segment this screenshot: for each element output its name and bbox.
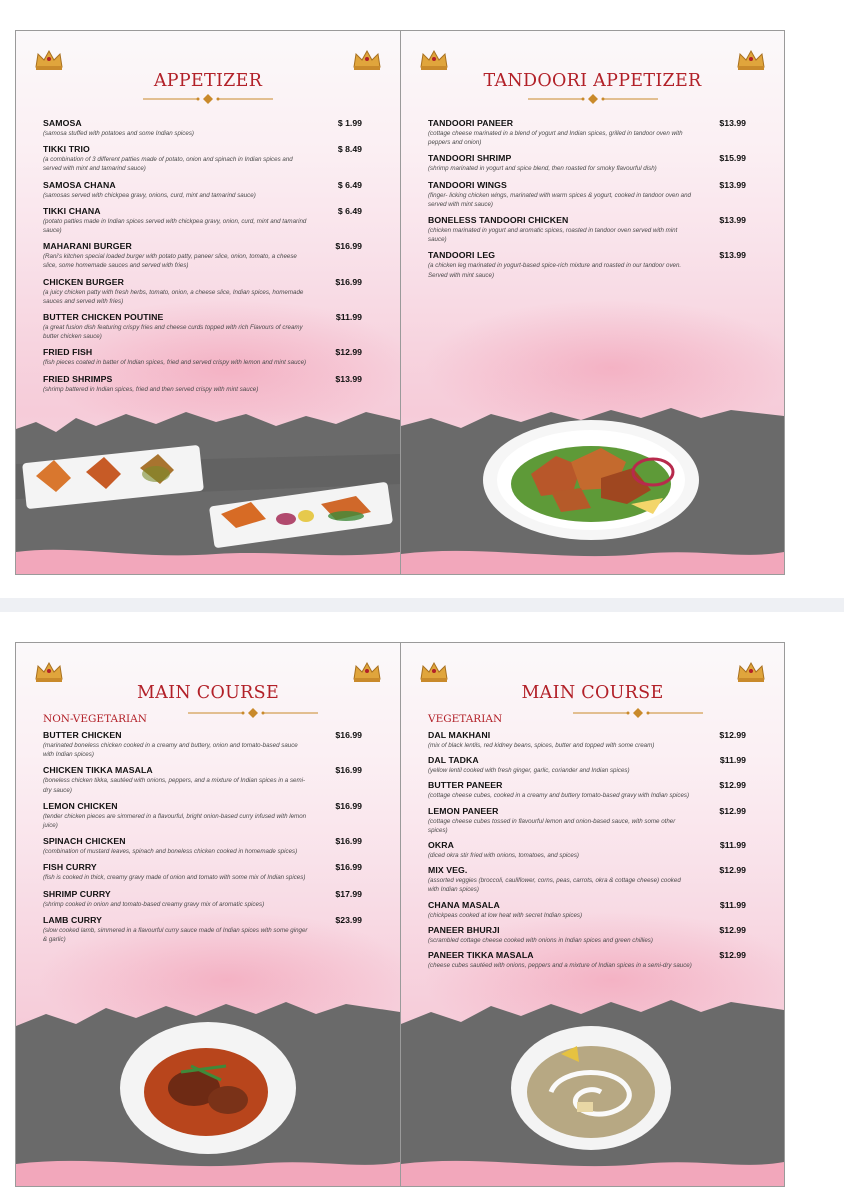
item-description: (a great fusion dish featuring crispy fries and cheese curds topped with rich Flavours of creamy butter chicken sauce) [43,324,303,341]
item-description: (a chicken leg marinated in yogurt-based spice-rich mixture and roasted in our tandoor oven. Served with mint sauce) [428,262,682,279]
crown-icon [419,661,449,683]
item-price: $12.99 [719,730,746,740]
item-description: (boneless chicken tikka, sautéed with onions, peppers, and a mixture of Indian spices in a semi-dry sauce) [43,777,306,794]
item-price: $16.99 [335,836,362,847]
item-name: TANDOORI SHRIMP [428,153,512,164]
item-price: $11.99 [719,840,746,851]
item-description: (potato patties made in Indian spices served with chickpea gravy, onion, curd, mint and tamarind sauce) [43,217,307,235]
item-description: (cheese cubes sautéed with onions, peppers and a mixture of Indian spices in a semi-dry sauce) [428,962,692,970]
tandoori-chicken-plate-image [401,404,784,574]
section-title: MAIN COURSE [136,683,280,703]
menu-item [43,888,374,909]
menu-item [43,143,374,173]
item-name: LEMON PANEER [428,805,499,816]
crown-icon [736,49,766,71]
item-description: (combination of mustard leaves, spinach and boneless chicken cooked in homemade spices) [43,848,298,856]
item-name: TANDOORI PANEER [428,118,514,128]
panel-main-course-vegetarian [400,642,785,1187]
menu-item [428,839,758,860]
item-price: $ 6.49 [337,205,362,216]
item-name: FRIED SHRIMPS [43,373,113,384]
item-price: $16.99 [335,862,362,873]
item-price: $ 1.99 [337,118,362,128]
menu-sheet-top [0,0,844,598]
menu-item [428,754,758,775]
item-price: $12.99 [719,950,746,961]
item-price: $13.99 [719,179,746,190]
item-price: $13.99 [719,250,746,261]
appetizer-platters-image [16,404,400,574]
menu-item [428,805,758,835]
item-description: (slow cooked lamb, simmered in a flavourful curry sauce made of Indian spices with some ginger & garlic) [43,926,308,944]
menu-list [43,117,374,399]
item-price: $13.99 [335,373,362,384]
item-description: (shrimp marinated in yogurt and spice blend, then roasted for smoky flavourful dish) [428,165,657,173]
menu-item [43,117,374,138]
item-name: SAMOSA [43,118,82,128]
item-price: $23.99 [335,914,362,925]
menu-item [43,373,374,394]
section-title: MAIN COURSE [521,683,664,703]
item-name: BONELESS TANDOORI CHICKEN [428,215,569,226]
item-description: (chicken marinated in yogurt and aromatic spices, roasted in tandoor oven served with mint sauce) [428,227,678,244]
menu-item [43,914,374,944]
item-price: $12.99 [719,805,746,816]
item-price: $13.99 [719,118,746,128]
item-description: (marinated boneless chicken cooked in a creamy and buttery, onion and tomato-based sauce with Indian spices) [43,742,298,759]
item-name: TANDOORI LEG [428,250,496,261]
item-name: LAMB CURRY [43,914,103,925]
item-price: $ 6.49 [337,179,362,190]
item-description: (mix of black lentils, red kidney beans, spices, butter and topped with some cream) [428,742,655,749]
item-description: (shrimp cooked in onion and tomato-based creamy gravy mix of aromatic spices) [43,900,265,908]
crown-icon [419,49,449,71]
menu-item [43,346,374,367]
menu-item [428,899,758,920]
menu-item [428,924,758,945]
item-name: TIKKI CHANA [43,205,101,216]
menu-item [428,249,758,279]
item-description: (a combination of 3 different patties made of potato, onion and spinach in Indian spices and served with mint and tamarind sauce) [43,156,293,173]
item-name: PANEER TIKKA MASALA [428,950,534,961]
food-photo [401,996,784,1186]
item-name: CHANA MASALA [428,899,500,910]
crown-icon [736,661,766,683]
food-photo [401,404,784,574]
panel-tandoori-appetizer [400,30,785,575]
item-name: SAMOSA CHANA [43,179,116,190]
item-price: $12.99 [335,347,362,358]
section-subtitle: NON-VEGETARIAN [43,713,147,725]
menu-item [43,179,374,200]
item-name: MAHARANI BURGER [43,241,132,252]
item-name: TIKKI TRIO [43,144,90,155]
item-name: SPINACH CHICKEN [43,836,126,847]
section-title: APPETIZER [153,71,263,91]
section-subtitle: VEGETARIAN [428,713,503,725]
item-price: $11.99 [719,899,746,910]
item-name: SHRIMP CURRY [43,888,111,899]
item-price: $17.99 [335,888,362,899]
item-description: (scrambled cottage cheese cooked with onions in Indian spices and green chillies) [428,936,653,944]
item-name: BUTTER CHICKEN [43,730,122,740]
menu-list [428,117,758,285]
panel-main-course-non-vegetarian [15,642,401,1187]
item-price: $16.99 [335,730,362,740]
item-name: LEMON CHICKEN [43,800,118,811]
item-name: OKRA [428,840,454,851]
item-name: FRIED FISH [43,347,93,358]
item-name: FISH CURRY [43,862,97,873]
item-description: (yellow lentil cooked with fresh ginger, garlic, coriander and Indian spices) [428,767,630,775]
item-description: (finger- licking chicken wings, marinated with warm spices & yogurt, cooked in tandoor oven and served with mint sauce) [428,191,691,208]
menu-item [428,179,758,209]
menu-item [43,835,374,856]
item-name: DAL MAKHANI [428,730,491,740]
item-description: (tender chicken pieces are simmered in a flavourful, bright onion-based curry infused with lemon juice) [43,812,307,830]
item-price: $16.99 [335,241,362,252]
menu-item [43,205,374,235]
menu-item [43,276,374,306]
menu-item [428,864,758,894]
item-price: $11.99 [719,755,746,766]
menu-list [428,729,758,974]
panel-appetizer [15,30,401,575]
item-description: (diced okra stir fried with onions, tomatoes, and spices) [428,852,579,860]
item-price: $12.99 [719,865,746,876]
dal-makhani-bowl-image [401,996,784,1186]
menu-item [43,861,374,882]
menu-sheet-bottom [0,612,844,1200]
menu-item [428,779,758,800]
item-price: $12.99 [719,924,746,935]
section-title: TANDOORI APPETIZER [483,71,702,91]
item-description: (cottage cheese cubes tossed in flavourful lemon and onion-based sauce, with some other spices) [428,817,676,834]
item-description: (a juicy chicken patty with fresh herbs, tomato, onion, a cheese slice, Indian spices, homemade sauces and served with fries) [43,288,304,305]
menu-item [428,729,758,750]
crown-icon [352,49,382,71]
item-description: (chickpeas cooked at low heat with secret Indian spices) [428,911,583,919]
menu-item [428,117,758,147]
menu-list [43,729,374,949]
item-description: (assorted veggies (broccoli, cauliflower, corns, peas, carrots, okra & cottage cheese) cooked with Indian spices) [428,877,681,894]
item-price: $16.99 [335,800,362,811]
menu-item [43,311,374,341]
menu-item [428,949,758,970]
menu-item [43,764,374,794]
menu-item [43,800,374,830]
ornament-divider-icon [143,94,273,104]
crown-icon [352,661,382,683]
lamb-curry-bowl-image [16,996,400,1186]
item-description: (samosas served with chickpea gravy, onions, curd, mint and tamarind sauce) [43,191,256,199]
item-price: $15.99 [719,153,746,164]
item-price: $16.99 [335,276,362,287]
item-description: (fish pieces coated in batter of Indian spices, fried and served crispy with lemon and mint sauce) [43,359,307,367]
food-photo [16,404,400,574]
ornament-divider-icon [573,708,703,718]
menu-item [43,240,374,270]
menu-item [43,729,374,759]
item-name: MIX VEG. [428,865,468,876]
item-description: (shrimp battered in Indian spices, fried and then served crispy with mint sauce) [43,385,259,393]
item-name: PANEER BHURJI [428,924,500,935]
item-price: $13.99 [719,215,746,226]
item-name: BUTTER PANEER [428,780,503,791]
menu-item [428,214,758,244]
item-name: BUTTER CHICKEN POUTINE [43,312,164,323]
item-description: (Rani's kitchen special loaded burger with potato patty, paneer slice, onion, tomato, a cheese slice, some homemade sauces and served with fries) [43,253,297,270]
item-name: CHICKEN BURGER [43,276,125,287]
item-price: $12.99 [719,780,746,791]
ornament-divider-icon [528,94,658,104]
menu-item [428,152,758,173]
item-description: (samosa stuffed with potatoes and some Indian spices) [43,130,194,137]
food-photo [16,996,400,1186]
item-price: $ 8.49 [337,144,362,155]
item-price: $16.99 [335,765,362,776]
crown-icon [34,49,64,71]
item-name: TANDOORI WINGS [428,179,507,190]
crown-icon [34,661,64,683]
item-description: (cottage cheese marinated in a blend of yogurt and Indian spices, grilled in tandoor oven with peppers and onion) [428,130,683,147]
item-name: DAL TADKA [428,755,479,766]
ornament-divider-icon [188,708,318,718]
item-description: (fish is cooked in thick, creamy gravy made of onion and tomato with some mix of Indian spices) [43,874,306,882]
item-description: (cottage cheese cubes, cooked in a creamy and buttery tomato-based gravy with Indian spices) [428,792,690,800]
item-price: $11.99 [335,312,362,323]
item-name: CHICKEN TIKKA MASALA [43,765,153,776]
